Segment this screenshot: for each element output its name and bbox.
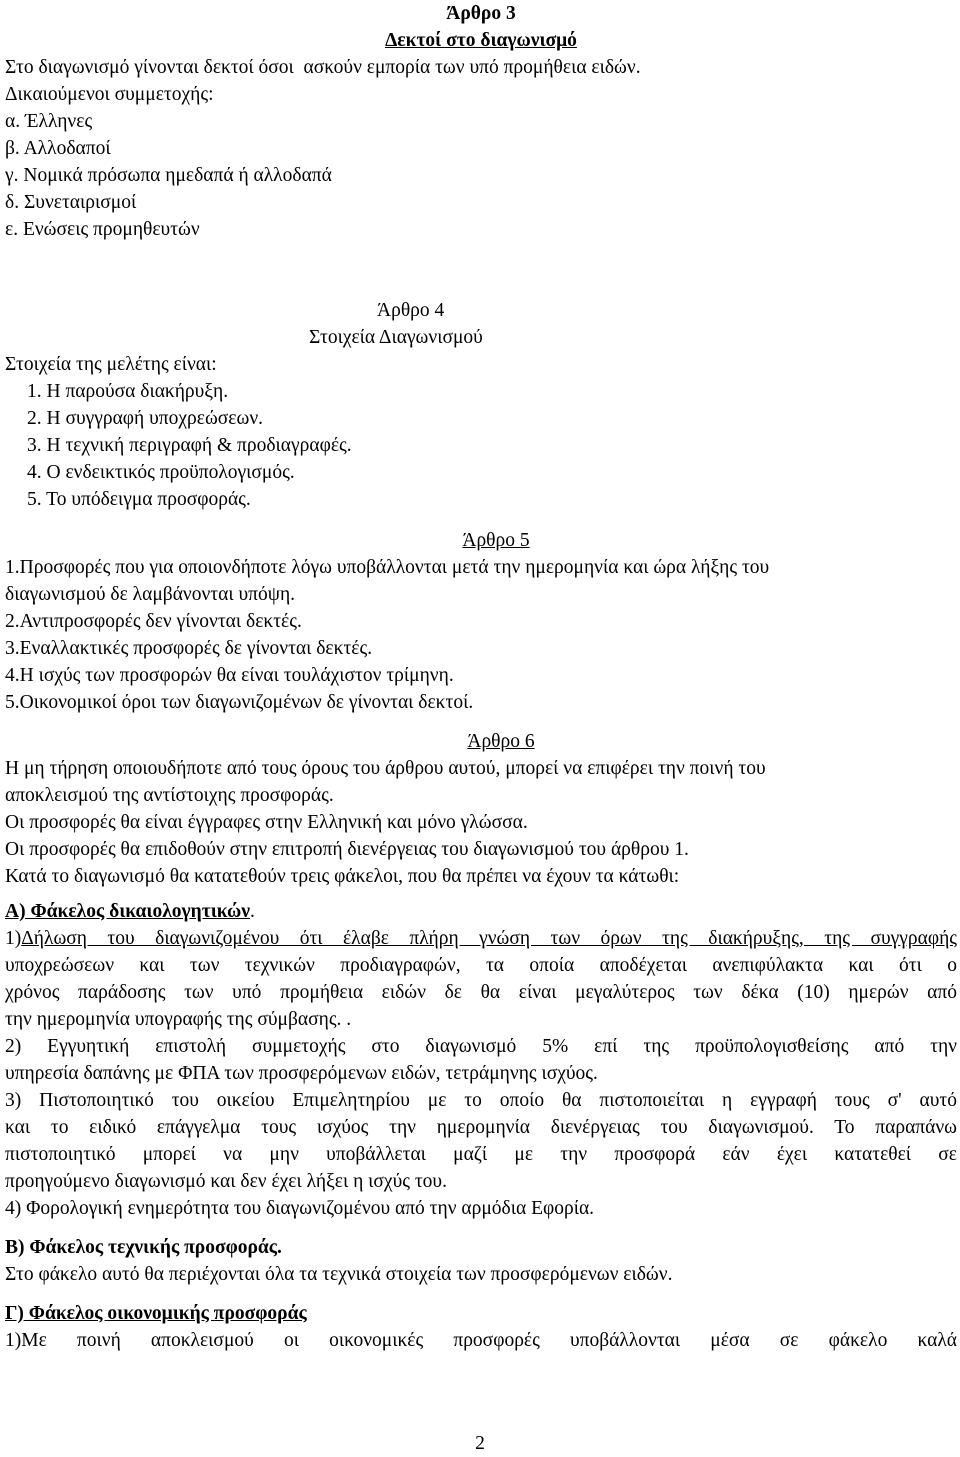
article6-title-text: Άρθρο 6 — [467, 731, 535, 752]
article6-p2: Οι προσφορές θα είναι έγγραφες στην Ελληνική και μόνο γλώσσα. — [5, 812, 528, 833]
spacer — [5, 716, 957, 728]
envelope-a-item1-cont: χρόνος παράδοσης των υπό προμήθεια ειδών δε θα είναι μεγαλύτερος των δέκα (10) ημερών από — [5, 982, 957, 1003]
article4-subtitle: Στοιχεία Διαγωνισμού — [309, 327, 483, 348]
article4-item: 4. Ο ενδεικτικός προϋπολογισμός. — [27, 462, 295, 483]
envelope-a-item3-cont: και το ειδικό επάγγελμα τους ισχύος την ημερομηνία διενέργειας του διαγωνισμού. Το παραπάνω — [5, 1117, 957, 1138]
envelope-a-item3-cont: προηγούμενο διαγωνισμό και δεν έχει λήξει η ισχύς του. — [5, 1171, 447, 1192]
article4-title: Άρθρο 4 — [377, 300, 445, 321]
envelope-a-item2-cont: υπηρεσία δαπάνης με ΦΠΑ των προσφερόμενων ειδών, τετράμηνης ισχύος. — [5, 1063, 598, 1084]
envelope-a-item1-cont: την ημερομηνία υπογραφής της σύμβασης. . — [5, 1009, 352, 1030]
article6-p1-cont: αποκλεισμού της αντίστοιχης προσφοράς. — [5, 785, 334, 806]
page-number: 2 — [475, 1433, 485, 1454]
article6-p3: Οι προσφορές θα επιδοθούν στην επιτροπή διενέργειας του διαγωνισμού του άρθρου 1. — [5, 839, 689, 860]
envelope-a-item1 — [5, 925, 957, 952]
article6-p4: Κατά το διαγωνισμό θα κατατεθούν τρεις φάκελοι, που θα πρέπει να έχουν τα κάτωθι: — [5, 866, 680, 887]
article4-intro: Στοιχεία της μελέτης είναι: — [5, 354, 217, 375]
envelope-b-heading: Β) Φάκελος τεχνικής προσφοράς. — [5, 1237, 282, 1258]
article4-item: 3. Η τεχνική περιγραφή & προδιαγραφές. — [27, 435, 352, 456]
article5-item: 5.Οικονομικοί όροι των διαγωνιζομένων δε γίνονται δεκτοί. — [5, 692, 474, 713]
article5-item: 2.Αντιπροσφορές δεν γίνονται δεκτές. — [5, 611, 302, 632]
envelope-a-heading-text: Α) Φάκελος δικαιολογητικών — [5, 901, 250, 922]
article6-p1: Η μη τήρηση οποιουδήποτε από τους όρους του άρθρου αυτού, μπορεί να επιφέρει την ποινή του — [5, 758, 766, 779]
article5-title — [5, 527, 957, 554]
spacer — [5, 1222, 957, 1234]
envelope-a-item3-cont: πιστοποιητικό μπορεί να μην υποβάλλεται μαζί με την προσφορά εάν έχει κατατεθεί σε — [5, 1144, 957, 1165]
envelope-c-heading-text: Γ) Φάκελος οικονομικής προσφοράς — [5, 1303, 307, 1324]
envelope-a-item1-text: Δήλωση του διαγωνιζομένου ότι έλαβε πλήρη γνώση των όρων της διακήρυξης, της συγγραφής — [21, 928, 957, 949]
document-page — [5, 0, 957, 1354]
envelope-b-text: Στο φάκελο αυτό θα περιέχονται όλα τα τεχνικά στοιχεία των προσφερόμενων ειδών. — [5, 1264, 673, 1285]
article3-item: β. Αλλοδαποί — [5, 138, 111, 159]
envelope-a-heading — [5, 898, 957, 925]
article5-title-text: Άρθρο 5 — [462, 530, 530, 551]
envelope-a-item4: 4) Φορολογική ενημερότητα του διαγωνιζομένου από την αρμόδια Εφορία. — [5, 1198, 595, 1219]
article3-item: δ. Συνεταιρισμοί — [5, 192, 137, 213]
envelope-a-heading-dot: . — [250, 901, 255, 922]
article5-p1-cont: διαγωνισμού δε λαμβάνονται υπόψη. — [5, 584, 296, 605]
article4-item: 2. Η συγγραφή υποχρεώσεων. — [27, 408, 264, 429]
envelope-a-item2: 2) Εγγυητική επιστολή συμμετοχής στο διαγωνισμό 5% επί της προϋπολογισθείσης από την — [5, 1036, 957, 1057]
envelope-a-item3: 3) Πιστοποιητικό του οικείου Επιμελητηρίου με το οποίο θα πιστοποιείται η εγγραφή τους σ' αυτό — [5, 1090, 957, 1111]
article4-item: 1. Η παρούσα διακήρυξη. — [27, 381, 229, 402]
article6-title — [5, 728, 957, 755]
spacer — [5, 890, 957, 898]
spacer — [5, 513, 957, 527]
article5-item: 4.Η ισχύς των προσφορών θα είναι τουλάχιστον τρίμηνη. — [5, 665, 454, 686]
article5-p1: 1.Προσφορές που για οποιονδήποτε λόγω υποβάλλονται μετά την ημερομηνία και ώρα λήξης του — [5, 557, 770, 578]
article3-item: α. Έλληνες — [5, 111, 93, 132]
envelope-a-item1-num: 1) — [5, 928, 22, 949]
envelope-a-item1-cont: υποχρεώσεων και των τεχνικών προδιαγραφών, τα οποία αποδέχεται ανεπιφύλακτα και ότι ο — [5, 955, 957, 976]
article3-subtitle-text: Δεκτοί στο διαγωνισμό — [385, 30, 577, 51]
article3-line1: Στο διαγωνισμό γίνονται δεκτοί όσοι ασκούν εμπορία των υπό προμήθεια ειδών. — [5, 57, 641, 78]
envelope-c-heading — [5, 1300, 957, 1327]
article3-subtitle — [5, 27, 957, 54]
envelope-c-text: 1)Με ποινή αποκλεισμού οι οικονομικές προσφορές υποβάλλονται μέσα σε φάκελο καλά — [5, 1330, 957, 1351]
article4-item: 5. Το υπόδειγμα προσφοράς. — [27, 489, 251, 510]
article5-item: 3.Εναλλακτικές προσφορές δε γίνονται δεκτές. — [5, 638, 373, 659]
spacer — [5, 1288, 957, 1300]
article3-title: Άρθρο 3 — [446, 3, 516, 24]
spacer — [5, 243, 957, 297]
article3-line2: Δικαιούμενοι συμμετοχής: — [5, 84, 214, 105]
article3-item: γ. Νομικά πρόσωπα ημεδαπά ή αλλοδαπά — [5, 165, 332, 186]
article3-item: ε. Ενώσεις προμηθευτών — [5, 219, 200, 240]
